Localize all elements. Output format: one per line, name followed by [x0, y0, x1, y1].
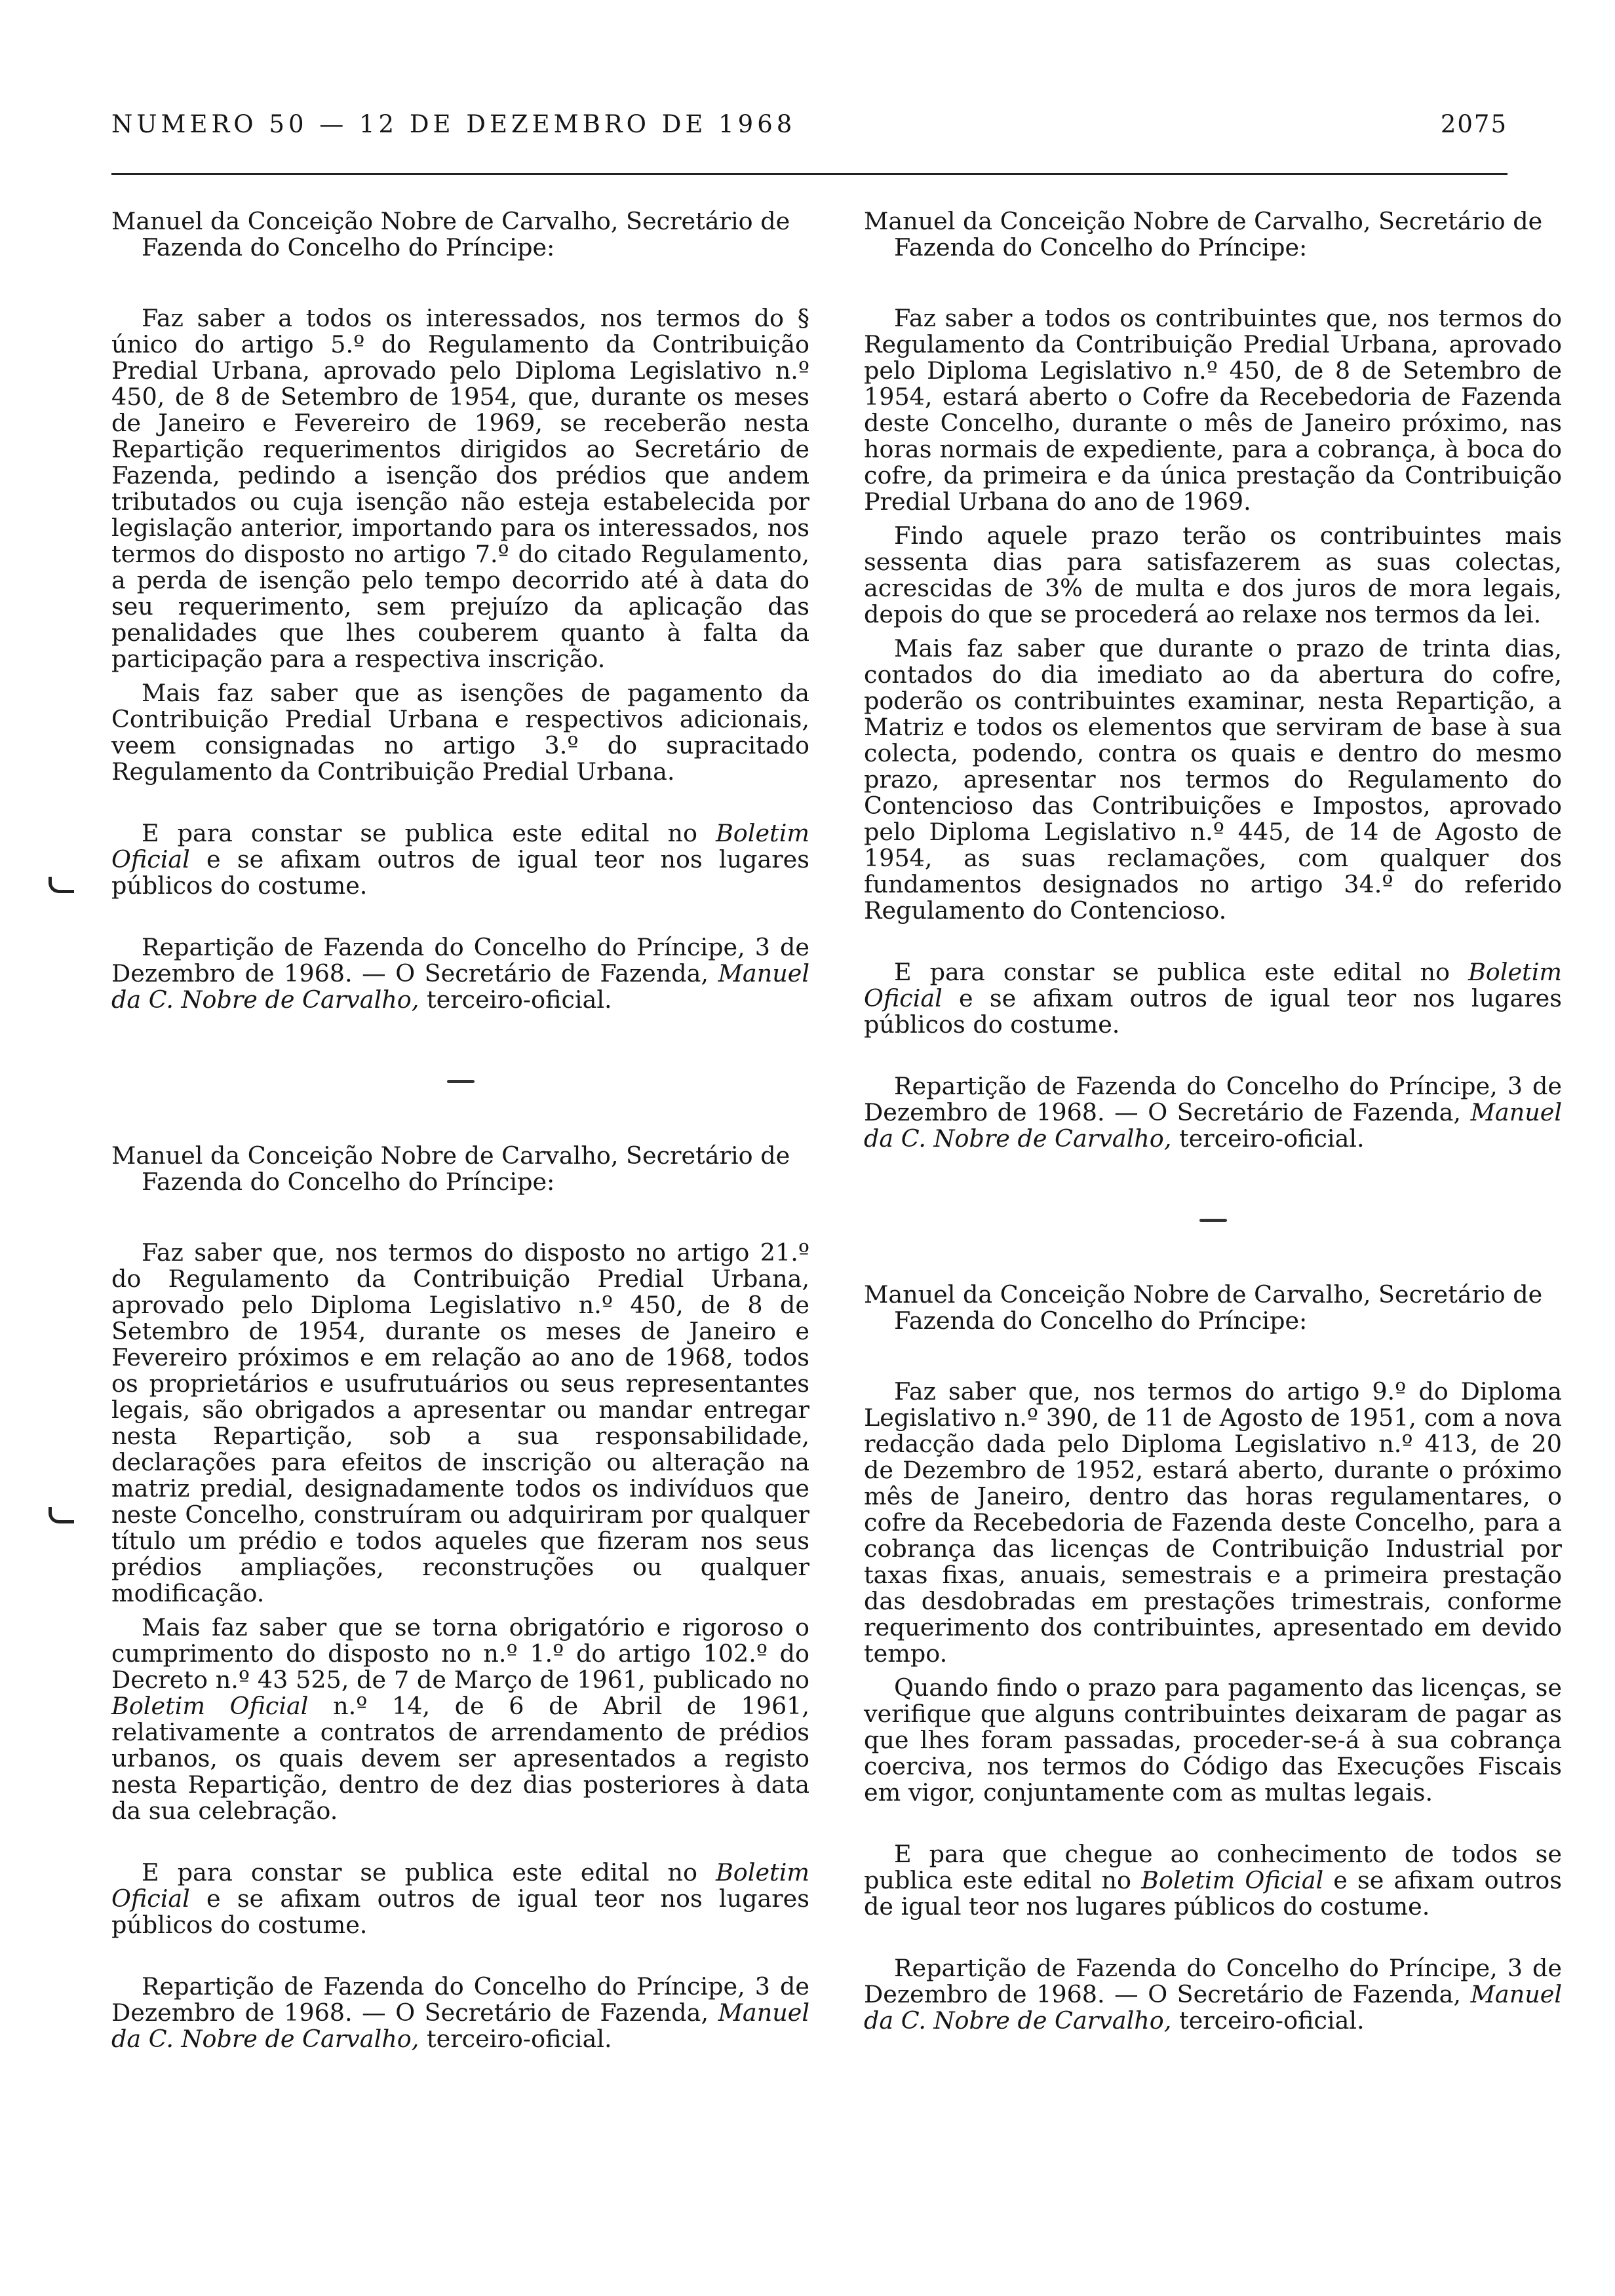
right-column	[864, 208, 1562, 2042]
edital-closing: E para constar se publica este edital no Boletim Oficial e se afixam outros de igual teor nos lugares públicos do costume.	[111, 1858, 809, 1939]
edital-signature: Repartição de Fazenda do Concelho do Príncipe, 3 de Dezembro de 1968. — O Secretário de Fazenda, Manuel da C. Nobre de Carvalho, terceiro-oficial.	[111, 933, 809, 1014]
edital-paragraph: Mais faz saber que as isenções de pagamento da Contribuição Predial Urbana e respectivos adicionais, veem consignadas no artigo 3.º do supracitado Regulamento da Contribuição Predial Urbana.	[111, 679, 809, 786]
page-number: 2075	[1440, 110, 1508, 138]
edital-signature: Repartição de Fazenda do Concelho do Príncipe, 3 de Dezembro de 1968. — O Secretário de Fazenda, Manuel da C. Nobre de Carvalho, terceiro-oficial.	[864, 1954, 1562, 2035]
page-header	[111, 110, 1508, 149]
edital-1	[111, 208, 809, 1013]
edital-closing: E para constar se publica este edital no Boletim Oficial e se afixam outros de igual teor nos lugares públicos do costume.	[864, 958, 1562, 1039]
edital-signature: Repartição de Fazenda do Concelho do Príncipe, 3 de Dezembro de 1968. — O Secretário de Fazenda, Manuel da C. Nobre de Carvalho, terceiro-oficial.	[111, 1972, 809, 2053]
edital-title: Manuel da Conceição Nobre de Carvalho, Secretário de Fazenda do Concelho do Príncipe:	[864, 207, 1543, 261]
edital-paragraph: Faz saber a todos os interessados, nos termos do § único do artigo 5.º do Regulamento da Contribuição Predial Urbana, aprovado pelo Diploma Legislativo n.º 450, de 8 de Setembro de 1954, que, durante os meses de Janeiro e Fevereiro de 1969, se receberão nesta Repartição requerimentos dirigidos ao Secretário de Fazenda, pedindo a isenção dos prédios que andem tributados ou cuja isenção não esteja estabelecida por legislação anterior, importando para os interessados, nos termos do disposto no artigo 7.º do citado Regulamento, a perda de isenção pelo tempo decorrido até à data do seu requerimento, sem prejuízo da aplicação das penalidades que lhes couberem quanto à falta da participação para a respectiva inscrição.	[111, 304, 809, 673]
edital-paragraph: Faz saber a todos os contribuintes que, nos termos do Regulamento da Contribuição Predial Urbana, aprovado pelo Diploma Legislativo n.º 450, de 8 de Setembro de 1954, estará aberto o Cofre da Recebedoria de Fazenda deste Concelho, durante o mês de Janeiro próximo, nas horas normais de expediente, para a cobrança, à boca do cofre, da primeira e da única prestação da Contribuição Predial Urbana do ano de 1969.	[864, 304, 1562, 516]
edital-title: Manuel da Conceição Nobre de Carvalho, Secretário de Fazenda do Concelho do Príncipe:	[864, 1280, 1543, 1335]
edital-3	[864, 208, 1562, 1152]
margin-mark	[49, 1507, 74, 1523]
issue-line: NUMERO 50 — 12 DE DEZEMBRO DE 1968	[111, 110, 796, 138]
edital-4	[864, 1282, 1562, 2034]
left-column	[111, 208, 809, 2060]
edital-paragraph: Findo aquele prazo terão os contribuintes mais sessenta dias para satisfazerem as suas colectas, acrescidas de 3% de multa e dos juros de mora legais, depois do que se procederá ao relaxe nos termos da lei.	[864, 522, 1562, 628]
edital-title: Manuel da Conceição Nobre de Carvalho, Secretário de Fazenda do Concelho do Príncipe:	[111, 1141, 790, 1196]
edital-paragraph: Quando findo o prazo para pagamento das licenças, se verifique que alguns contribuintes deixaram de pagar as que lhes foram passadas, proceder-se-á à sua cobrança coerciva, nos termos do Código das Execuções Fiscais em vigor, conjuntamente com as multas legais.	[864, 1674, 1562, 1807]
edital-closing: E para que chegue ao conhecimento de todos se publica este edital no Boletim Oficial e se afixam outros de igual teor nos lugares públicos do costume.	[864, 1840, 1562, 1921]
edital-paragraph: Faz saber que, nos termos do disposto no artigo 21.º do Regulamento da Contribuição Predial Urbana, aprovado pelo Diploma Legislativo n.º 450, de 8 de Setembro de 1954, durante os meses de Janeiro e Fevereiro próximos e em relação ao ano de 1968, todos os proprietários e usufrutuários ou seus representantes legais, são obrigados a apresentar ou mandar entregar nesta Repartição, sob a sua responsabilidade, declarações para efeitos de inscrição ou alteração na matriz predial, designadamente todos os indivíduos que neste Concelho, construíram ou adquiriram por qualquer título um prédio e todos aqueles que fizeram nos seus prédios ampliações, reconstruções ou qualquer modificação.	[111, 1238, 809, 1607]
edital-closing: E para constar se publica este edital no Boletim Oficial e se afixam outros de igual teor nos lugares públicos do costume.	[111, 819, 809, 900]
margin-mark	[49, 877, 74, 893]
edital-paragraph: Faz saber que, nos termos do artigo 9.º do Diploma Legislativo n.º 390, de 11 de Agosto de 1951, com a nova redacção dada pelo Diploma Legislativo n.º 413, de 20 de Dezembro de 1952, estará aberto, durante o próximo mês de Janeiro, dentro das horas regulamentares, o cofre da Recebedoria de Fazenda deste Concelho, para a cobrança das licenças de Contribuição Industrial por taxas fixas, anuais, semestrais e a primeira prestação das desdobradas em prestações trimestrais, conforme requerimento dos contribuintes, apresentado em devido tempo.	[864, 1377, 1562, 1668]
section-separator	[111, 1067, 809, 1080]
header-rule	[111, 173, 1508, 175]
section-separator	[864, 1206, 1562, 1219]
edital-paragraph: Mais faz saber que se torna obrigatório e rigoroso o cumprimento do disposto no n.º 1.º do artigo 102.º do Decreto n.º 43 525, de 7 de Março de 1961, publicado no Boletim Oficial n.º 14, de 6 de Abril de 1961, relativamente a contratos de arrendamento de prédios urbanos, os quais devem ser apresentados a registo nesta Repartição, dentro de dez dias posteriores à data da sua celebração.	[111, 1613, 809, 1825]
edital-2	[111, 1143, 809, 2052]
edital-title: Manuel da Conceição Nobre de Carvalho, Secretário de Fazenda do Concelho do Príncipe:	[111, 207, 790, 261]
edital-paragraph: Mais faz saber que durante o prazo de trinta dias, contados do dia imediato ao da abertura do cofre, poderão os contribuintes examinar, nesta Repartição, a Matriz e todos os elementos que serviram de base à sua colecta, podendo, contra os quais e dentro do mesmo prazo, apresentar nos termos do Regulamento do Contencioso das Contribuições e Impostos, aprovado pelo Diploma Legislativo n.º 445, de 14 de Agosto de 1954, as suas reclamações, com qualquer dos fundamentos designados no artigo 34.º do referido Regulamento do Contencioso.	[864, 634, 1562, 925]
edital-signature: Repartição de Fazenda do Concelho do Príncipe, 3 de Dezembro de 1968. — O Secretário de Fazenda, Manuel da C. Nobre de Carvalho, terceiro-oficial.	[864, 1072, 1562, 1153]
